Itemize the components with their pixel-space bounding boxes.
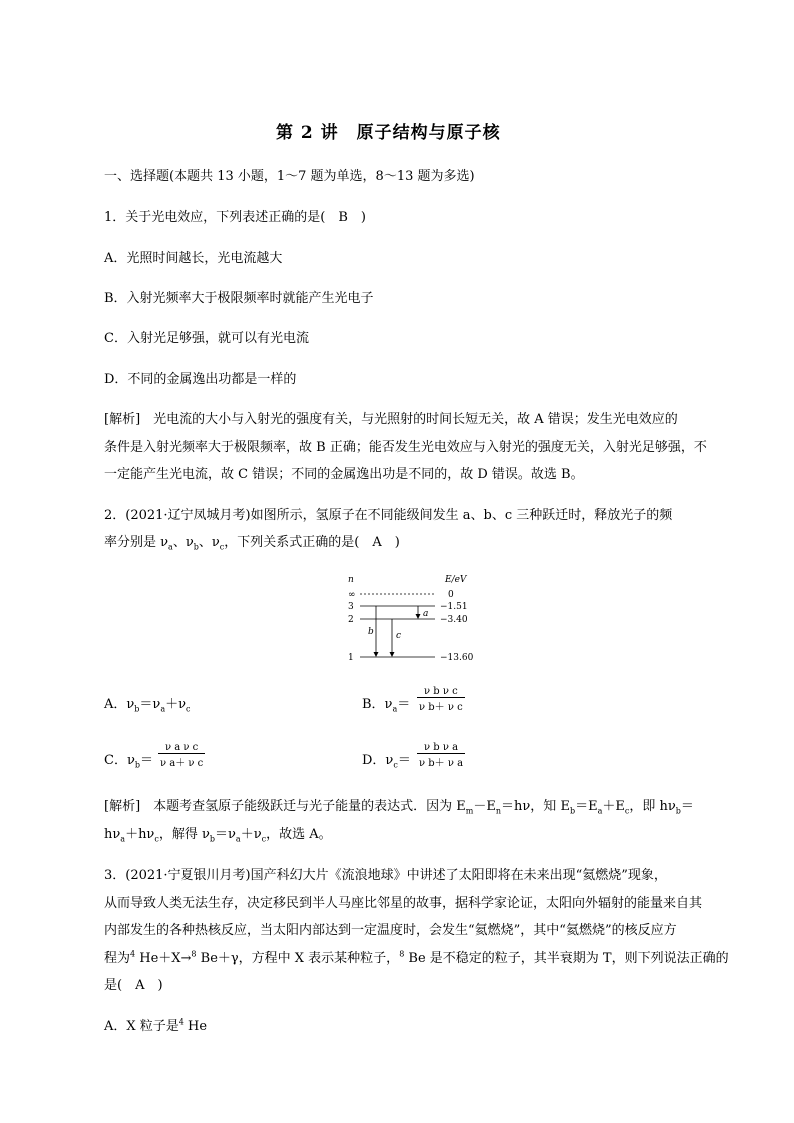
q2-option-d-label: D．$\nu_c=$ [362, 753, 411, 770]
q1-option-c: C．入射光足够强，就可以有光电流 [104, 331, 309, 346]
q3-stem-line4: 程为$^4$ He＋X→$^8$ Be＋γ，方程中 X 表示某种粒子，$^8$ Be 是不稳定的粒子，其半衰期为 T，则下列说法正确的 [104, 949, 729, 966]
q3-stem-line: 从而导致人类无法生存，决定移民到半人马座比邻星的故事，据科学家论证，太阳向外辐射的能量来自其 [104, 896, 703, 911]
q2-option-b-label: B．$\nu_a=$ [362, 697, 411, 714]
q1-analysis-line: [解析] 光电流的大小与入射光的强度有关，与光照射的时间长短无关，故 A 错误；发生光电效应的 [104, 412, 678, 427]
q1-option-d: D．不同的金属逸出功都是一样的 [104, 372, 297, 387]
q2-stem-line2: 率分别是 $\nu_a$、$\nu_b$、$\nu_c$，下列关系式正确的是( A ) [104, 535, 400, 552]
q3-stem-line: 3．(2021·宁夏银川月考)国产科幻大片《流浪地球》中讲述了太阳即将在未来出现“氦燃烧”现象， [104, 868, 667, 883]
q3-stem-line: 内部发生的各种热核反应，当太阳内部达到一定温度时，会发生“氦燃烧”，其中“氦燃烧”的核反应方 [104, 923, 677, 938]
q2-analysis-line1: [解析] 本题考查氢原子能级跃迁与光子能量的表达式．因为 $E_m-E_n=h\nu$，知 $E_b=E_a+E_c$，即 $h\nu_b=$ [104, 799, 694, 816]
q3-stem-line5: 是( A ) [104, 978, 163, 993]
level-e-1: −13.60 [440, 653, 474, 663]
q1-stem: 1．关于光电效应，下列表述正确的是( B ) [104, 210, 366, 225]
q2-option-d-fraction: $\frac{\text{ν b ν a}}{\text{ν b＋ ν a}}$ [419, 742, 464, 769]
page-title: 第 2 讲 原子结构与原子核 [276, 123, 501, 143]
axis-n-label: n [348, 575, 354, 585]
transition-b-arrowhead [374, 652, 379, 657]
level-e-3: −1.51 [440, 602, 468, 612]
q2-option-c-fraction: $\frac{\text{ν a ν c}}{\text{ν a＋ ν c}}$ [160, 742, 204, 769]
q1-analysis-line: 条件是入射光频率大于极限频率，故 B 正确；能否发生光电效应与入射光的强度无关，入射光足够强，不 [104, 440, 707, 455]
level-e-2: −3.40 [440, 615, 468, 625]
section-heading: 一、选择题(本题共 13 小题，1～7 题为单选，8～13 题为多选) [104, 169, 475, 184]
transition-c-label: c [396, 631, 402, 641]
axis-energy-label: E/eV [445, 575, 467, 585]
level-n-3: 3 [348, 602, 354, 612]
level-n-inf: ∞ [348, 590, 356, 600]
level-n-1: 1 [348, 653, 354, 663]
transition-c-arrowhead [390, 652, 395, 657]
q2-option-c-label: C．$\nu_b=$ [104, 753, 153, 770]
level-n-2: 2 [348, 615, 354, 625]
transition-a-label: a [423, 609, 429, 619]
q2-analysis-line2: $h\nu_a+h\nu_c$，解得 $\nu_b=\nu_a+\nu_c$，故选 A。 [104, 827, 332, 844]
q2-option-b-fraction: $\frac{\text{ν b ν c}}{\text{ν b＋ ν c}}$ [419, 686, 463, 713]
transition-b-label: b [368, 627, 374, 637]
q1-analysis-line: 一定能产生光电流，故 C 错误；不同的金属逸出功是不同的，故 D 错误。故选 B。 [104, 467, 584, 482]
q2-stem-line1: 2．(2021·辽宁凤城月考)如图所示，氢原子在不同能级间发生 a、b、c 三种跃迁时，释放光子的频 [104, 508, 673, 523]
level-e-inf: 0 [448, 590, 454, 600]
energy-level-diagram [340, 568, 490, 668]
q1-option-a: A．光照时间越长，光电流越大 [104, 251, 283, 266]
q3-option-a: A．X 粒子是$^4$ He [104, 1017, 208, 1034]
transition-a-arrowhead [416, 614, 421, 619]
q1-option-b: B．入射光频率大于极限频率时就能产生光电子 [104, 291, 374, 306]
q2-option-a: A．$\nu_b=\nu_a+\nu_c$ [104, 697, 191, 714]
